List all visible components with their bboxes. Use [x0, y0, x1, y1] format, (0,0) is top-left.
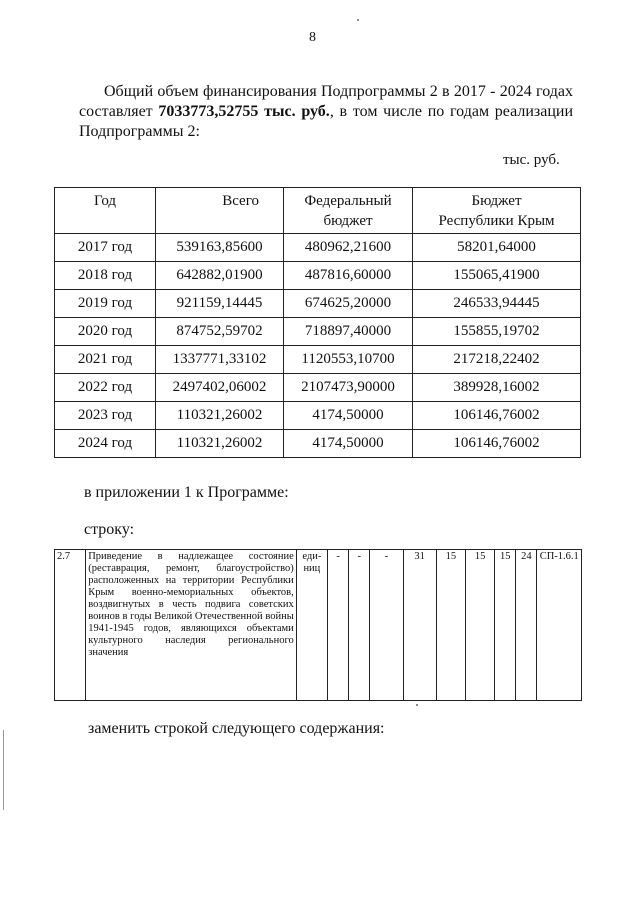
year-cell: 2020 год: [55, 318, 156, 346]
header-federal-line1: Федеральный: [304, 193, 392, 209]
program-row-table: [54, 549, 582, 701]
crimea-cell: 106146,76002: [413, 430, 581, 458]
header-crimea-line2: Республики Крым: [438, 213, 555, 229]
total-cell: 110321,26002: [156, 430, 284, 458]
row-value-8: 24: [516, 550, 537, 701]
header-crimea: [413, 188, 581, 234]
total-cell: 874752,59702: [156, 318, 284, 346]
table-row: [55, 346, 581, 374]
row-number: 2.7: [55, 550, 86, 701]
crimea-cell: 155855,19702: [413, 318, 581, 346]
table-row: [55, 430, 581, 458]
table-row: [55, 374, 581, 402]
total-cell: 539163,85600: [156, 234, 284, 262]
year-cell: 2019 год: [55, 290, 156, 318]
intro-line-2-prefix: составляет: [79, 103, 159, 120]
federal-cell: 1120553,10700: [284, 346, 413, 374]
intro-line-1: Общий объем финансирования Подпрограммы 2 в 2017 - 2024 годах: [104, 83, 573, 100]
row-label-text: строку:: [84, 521, 135, 538]
federal-cell: 4174,50000: [284, 402, 413, 430]
table-row: [55, 262, 581, 290]
table-row: [55, 318, 581, 346]
intro-line-2: [79, 102, 573, 122]
total-cell: 642882,01900: [156, 262, 284, 290]
federal-cell: 718897,40000: [284, 318, 413, 346]
header-year: Год: [55, 188, 156, 234]
federal-cell: 4174,50000: [284, 430, 413, 458]
row-unit: еди-ниц: [296, 550, 327, 701]
crimea-cell: 106146,76002: [413, 402, 581, 430]
header-total: Всего: [156, 188, 284, 234]
crimea-cell: 246533,94445: [413, 290, 581, 318]
crimea-cell: 217218,22402: [413, 346, 581, 374]
financing-table: [54, 187, 581, 458]
year-cell: 2023 год: [55, 402, 156, 430]
row-value-1: -: [327, 550, 348, 701]
table-row: [55, 290, 581, 318]
row-description: Приведение в надлежащее состояние (реставрация, ремонт, благоустройство) расположенных на территории Республики Крым военно-мемориальных объектов, воздвигнутых в честь подвига советских воинов в годы Великой Отечественной войны 1941-1945 годов, являющихся объектами культурного наследия регионального значения: [86, 550, 297, 701]
header-crimea-line1: Бюджет: [471, 193, 522, 209]
total-cell: 2497402,06002: [156, 374, 284, 402]
year-cell: 2024 год: [55, 430, 156, 458]
page-number: 8: [309, 30, 316, 45]
year-cell: 2017 год: [55, 234, 156, 262]
financing-table-header: [55, 188, 581, 234]
crimea-cell: 58201,64000: [413, 234, 581, 262]
year-cell: 2022 год: [55, 374, 156, 402]
header-federal: [284, 188, 413, 234]
replace-text: заменить строкой следующего содержания:: [88, 720, 385, 737]
federal-cell: 2107473,90000: [284, 374, 413, 402]
year-cell: 2018 год: [55, 262, 156, 290]
total-amount: 7033773,52755 тыс. руб.: [158, 103, 330, 120]
total-cell: 1337771,33102: [156, 346, 284, 374]
intro-paragraph: [79, 82, 573, 142]
annex-text: в приложении 1 к Программе:: [84, 484, 289, 501]
row-value-4: 31: [403, 550, 436, 701]
unit-label: тыс. руб.: [503, 152, 560, 168]
program-row: [55, 550, 582, 701]
crimea-cell: 155065,41900: [413, 262, 581, 290]
total-cell: 921159,14445: [156, 290, 284, 318]
crimea-cell: 389928,16002: [413, 374, 581, 402]
row-code: СП-1.6.1: [537, 550, 582, 701]
row-value-2: -: [349, 550, 370, 701]
federal-cell: 487816,60000: [284, 262, 413, 290]
table-row: [55, 402, 581, 430]
year-cell: 2021 год: [55, 346, 156, 374]
total-cell: 110321,26002: [156, 402, 284, 430]
federal-cell: 674625,20000: [284, 290, 413, 318]
row-value-7: 15: [495, 550, 516, 701]
intro-line-3: Подпрограммы 2:: [79, 123, 200, 140]
scan-speck: [416, 704, 418, 706]
header-federal-line2: бюджет: [323, 213, 373, 229]
scan-speck: [357, 19, 359, 21]
table-row: [55, 234, 581, 262]
row-value-3: -: [370, 550, 403, 701]
federal-cell: 480962,21600: [284, 234, 413, 262]
intro-line-2-suffix: , в том числе по годам реализации: [329, 103, 573, 120]
row-value-5: 15: [436, 550, 465, 701]
row-value-6: 15: [465, 550, 494, 701]
scan-margin-mark: [3, 730, 4, 810]
